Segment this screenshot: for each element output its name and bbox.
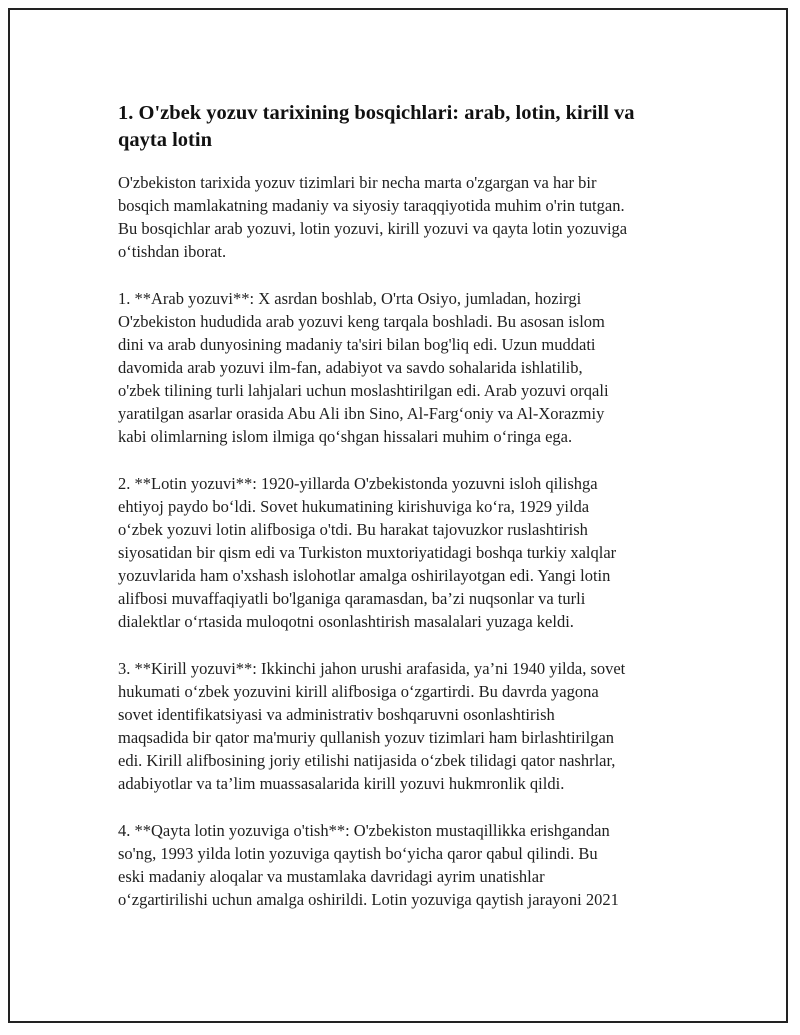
text-line: o'zbek tilining turli lahjalari uchun moslashtirilgan edi. Arab yozuvi orqali	[118, 381, 609, 400]
text-line: edi. Kirill alifbosining joriy etilishi natijasida o‘zbek tilidagi qator nashrlar,	[118, 751, 616, 770]
text-line: sovet identifikatsiyasi va administrativ boshqaruvni osonlashtirish	[118, 705, 555, 724]
paragraph-return-to-latin	[118, 819, 698, 911]
text-line: 1. **Arab yozuvi**: X asrdan boshlab, O'rta Osiyo, jumladan, hozirgi	[118, 289, 582, 308]
title-line: qayta lotin	[118, 129, 212, 151]
text-line: ehtiyoj paydo bo‘ldi. Sovet hukumatining kirishuviga ko‘ra, 1929 yilda	[118, 497, 590, 516]
text-line: maqsadida bir qator ma'muriy qullanish yozuv tizimlari ham birlashtirilgan	[118, 728, 615, 747]
text-line: bosqich mamlakatning madaniy va siyosiy taraqqiyotida muhim o'rin tutgan.	[118, 196, 625, 215]
title-line: 1. O'zbek yozuv tarixining bosqichlari: arab, lotin, kirill va	[118, 102, 635, 124]
text-line: Bu bosqichlar arab yozuvi, lotin yozuvi, kirill yozuvi va qayta lotin yozuviga	[118, 219, 628, 238]
text-line: yaratilgan asarlar orasida Abu Ali ibn Sino, Al-Farg‘oniy va Al-Xorazmiy	[118, 404, 605, 423]
text-line: davomida arab yozuvi ilm-fan, adabiyot va savdo sohalarida ishlatilib,	[118, 358, 583, 377]
text-line: O'zbekiston hududida arab yozuvi keng tarqala boshladi. Bu asosan islom	[118, 312, 605, 331]
text-line: O'zbekiston tarixida yozuv tizimlari bir necha marta o'zgargan va har bir	[118, 173, 597, 192]
paragraph-intro	[118, 171, 698, 263]
text-line: dialektlar o‘rtasida muloqotni osonlashtirish masalalari yuzaga keldi.	[118, 612, 574, 631]
text-line: 2. **Lotin yozuvi**: 1920-yillarda O'zbekistonda yozuvni isloh qilishga	[118, 474, 598, 493]
text-line: adabiyotlar va ta’lim muassasalarida kirill yozuvi hukmronlik qildi.	[118, 774, 565, 793]
text-line: dini va arab dunyosining madaniy ta'siri bilan bog'liq edi. Uzun muddati	[118, 335, 596, 354]
text-line: hukumati o‘zbek yozuvini kirill alifbosiga o‘zgartirdi. Bu davrda yagona	[118, 682, 599, 701]
document-page	[8, 8, 788, 1023]
paragraph-cyrillic-script	[118, 657, 698, 795]
text-line: alifbosi muvaffaqiyatli bo'lganiga qaramasdan, ba’zi nuqsonlar va turli	[118, 589, 586, 608]
text-line: o‘zgartirilishi uchun amalga oshirildi. Lotin yozuviga qaytish jarayoni 2021	[118, 890, 619, 909]
text-line: o‘zbek yozuvi lotin alifbosiga o'tdi. Bu harakat tajovuzkor ruslashtirish	[118, 520, 588, 539]
paragraph-arab-script	[118, 287, 698, 448]
text-line: eski madaniy aloqalar va mustamlaka davridagi ayrim unatishlar	[118, 867, 545, 886]
paragraph-latin-script	[118, 472, 698, 633]
document-content	[118, 100, 698, 935]
text-line: so'ng, 1993 yilda lotin yozuviga qaytish bo‘yicha qaror qabul qilindi. Bu	[118, 844, 598, 863]
text-line: yozuvlarida ham o'xshash islohotlar amalga oshirilayotgan edi. Yangi lotin	[118, 566, 611, 585]
text-line: 4. **Qayta lotin yozuviga o'tish**: O'zbekiston mustaqillikka erishgandan	[118, 821, 610, 840]
text-line: o‘tishdan iborat.	[118, 242, 227, 261]
text-line: kabi olimlarning islom ilmiga qo‘shgan hissalari muhim o‘ringa ega.	[118, 427, 573, 446]
document-title	[118, 100, 698, 154]
text-line: siyosatidan bir qism edi va Turkiston muxtoriyatidagi boshqa turkiy xalqlar	[118, 543, 617, 562]
text-line: 3. **Kirill yozuvi**: Ikkinchi jahon urushi arafasida, ya’ni 1940 yilda, sovet	[118, 659, 626, 678]
